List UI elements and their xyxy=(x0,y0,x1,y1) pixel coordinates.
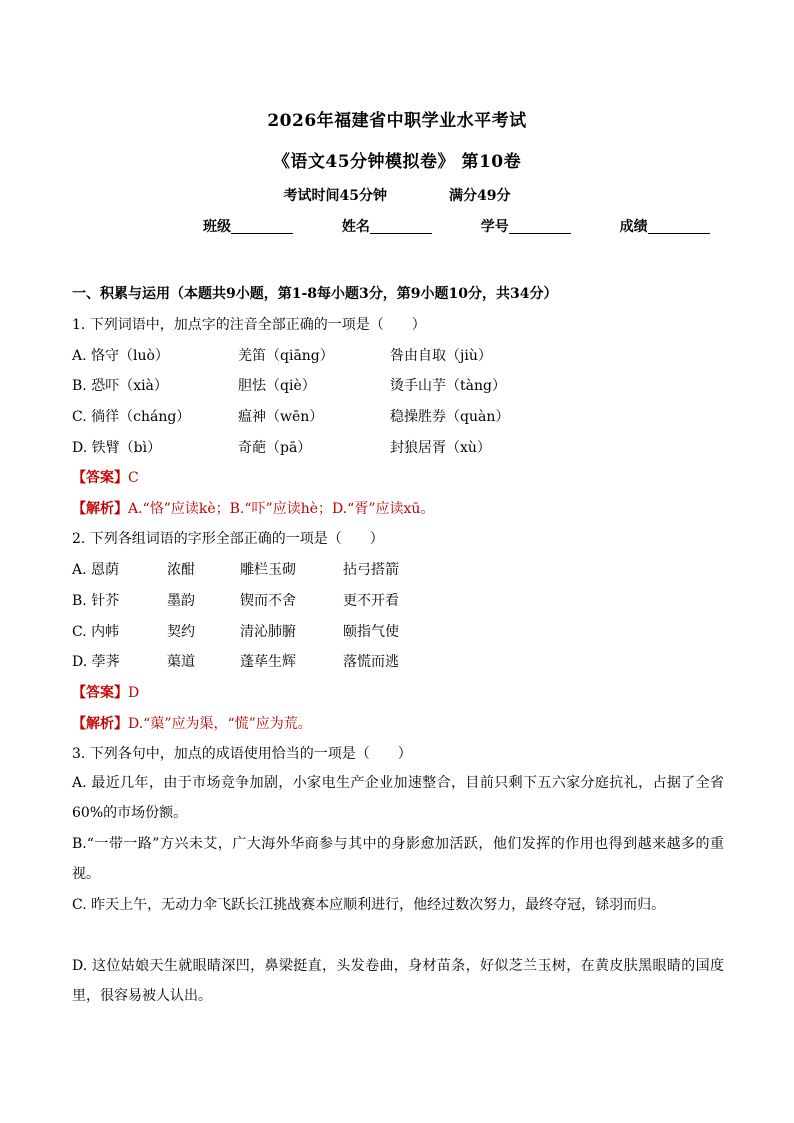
q2-answer: 【答案】D xyxy=(72,685,140,701)
q1-option-a: A. 恪守（luò） 羌笛（qiāng） 咎由自取（jiù） xyxy=(72,348,492,364)
q2-option-c: C. 内帏 契约 清沁肺腑 颐指气使 xyxy=(72,624,399,640)
q2-option-b: B. 针芥 墨韵 锲而不舍 更不开看 xyxy=(72,593,399,609)
q3-option-b: B.“一带一路”方兴未艾，广大海外华商参与其中的身影愈加活跃，他们发挥的作用也得到越来越多的重视。 xyxy=(72,836,724,882)
q2-stem: 2. 下列各组词语的字形全部正确的一项是（ ） xyxy=(72,531,384,547)
q3-option-d: D. 这位姑娘天生就眼睛深凹，鼻梁挺直，头发卷曲，身材苗条，好似芝兰玉树，在黄皮肤黑眼睛的国度里，很容易被人认出。 xyxy=(72,958,724,1004)
section-heading: 一、积累与运用（本题共9小题，第1-8每小题3分，第9小题10分，共34分） xyxy=(72,286,558,302)
student-id-field[interactable]: 学号 xyxy=(481,216,571,236)
q3-option-c: C. 昨天上午，无动力伞飞跃长江挑战赛本应顺利进行，他经过数次努力，最终夺冠，铩羽而归。 xyxy=(72,897,666,913)
q2-analysis: 【解析】D.“蕖”应为渠，“慌”应为荒。 xyxy=(72,716,312,732)
q2-option-d: D. 荸荠 蕖道 蓬荜生辉 落慌而逃 xyxy=(72,654,399,670)
name-field[interactable]: 姓名 xyxy=(342,216,432,236)
q3-option-a: A. 最近几年，由于市场竞争加剧，小家电生产企业加速整合，目前只剩下五六家分庭抗礼，占据了全省60%的市场份额。 xyxy=(72,775,724,821)
q1-option-b: B. 恐吓（xià） 胆怯（qiè） 烫手山芋（tàng） xyxy=(72,378,506,394)
exam-score: 满分49分 xyxy=(449,188,511,204)
q2-option-a: A. 恩荫 浓酣 雕栏玉砌 拈弓搭箭 xyxy=(72,562,399,578)
student-info-fields xyxy=(203,216,754,236)
q1-answer: 【答案】C xyxy=(72,470,139,486)
q1-analysis: 【解析】A.“恪”应读kè；B.“吓”应读hè；D.“胥”应读xū。 xyxy=(72,501,435,517)
exam-meta xyxy=(0,185,794,205)
exam-title: 2026年福建省中职学业水平考试 xyxy=(267,111,527,131)
q1-option-d: D. 铁臂（bì） 奇葩（pā） 封狼居胥（xù） xyxy=(72,440,491,456)
q3-stem: 3. 下列各句中，加点的成语使用恰当的一项是（ ） xyxy=(72,746,412,762)
q1-option-c: C. 徜徉（cháng） 瘟神（wēn） 稳操胜券（quàn） xyxy=(72,409,510,425)
grade-field[interactable]: 成绩 xyxy=(620,216,710,236)
q1-stem: 1. 下列词语中，加点字的注音全部正确的一项是（ ） xyxy=(72,317,426,333)
class-field[interactable]: 班级 xyxy=(203,216,293,236)
exam-time: 考试时间45分钟 xyxy=(283,188,387,204)
exam-subtitle: 《语文45分钟模拟卷》 第10卷 xyxy=(272,152,522,172)
